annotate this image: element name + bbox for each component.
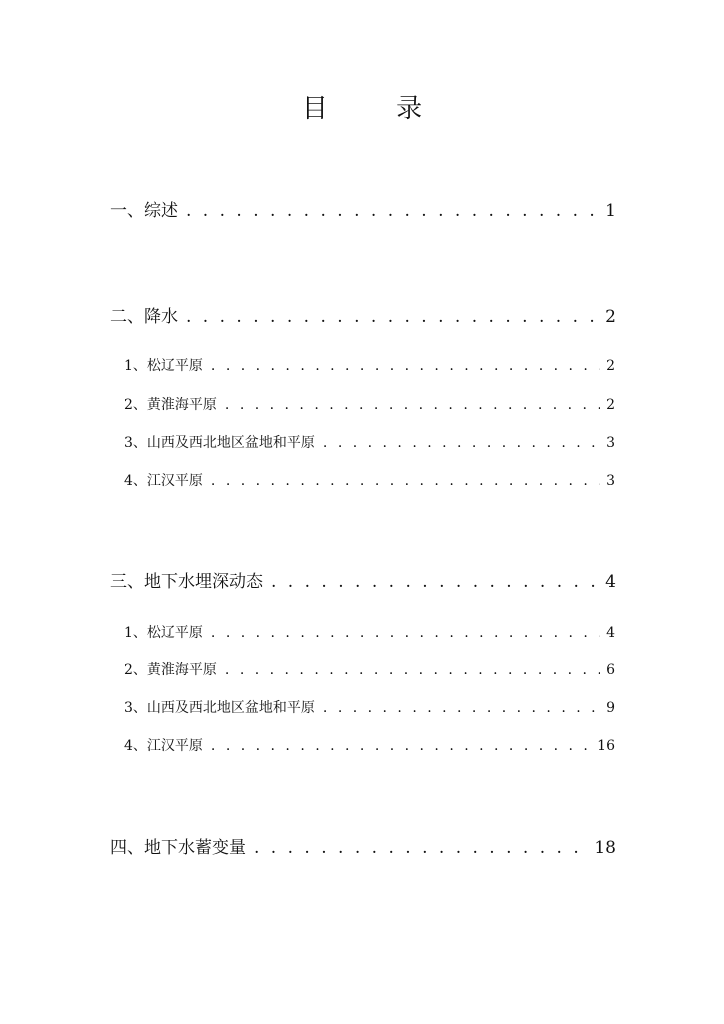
toc-subentry[interactable]	[124, 697, 615, 717]
dot-leader	[186, 201, 599, 221]
toc-entry-label: 4、江汉平原	[124, 473, 203, 489]
dot-leader	[225, 397, 600, 413]
toc-subentry[interactable]	[124, 470, 615, 490]
dot-leader	[254, 838, 588, 858]
toc-entry-page: 2	[606, 358, 615, 374]
toc-entry-groundwater-storage[interactable]	[110, 833, 616, 858]
toc-entry-page: 3	[606, 435, 615, 451]
toc-entry-page: 4	[606, 625, 615, 641]
toc-entry-page: 1	[605, 201, 616, 221]
dot-leader	[211, 738, 591, 754]
dot-leader	[323, 700, 600, 716]
toc-entry-page: 16	[597, 738, 615, 754]
toc-entry-page: 2	[605, 307, 616, 327]
toc-entry-label: 3、山西及西北地区盆地和平原	[124, 700, 315, 716]
toc-subentry[interactable]	[124, 659, 615, 679]
toc-entry-label: 2、黄淮海平原	[124, 397, 217, 413]
toc-entry-precipitation[interactable]	[110, 302, 616, 327]
toc-entry-page: 3	[606, 473, 615, 489]
toc-subentry[interactable]	[124, 394, 615, 414]
toc-entry-label: 4、江汉平原	[124, 738, 203, 754]
toc-entry-label: 二、降水	[110, 307, 178, 327]
toc-entry-overview[interactable]	[110, 196, 616, 221]
toc-entry-label: 四、地下水蓄变量	[110, 838, 246, 858]
dot-leader	[323, 435, 600, 451]
toc-entry-groundwater-depth[interactable]	[110, 567, 616, 592]
dot-leader	[211, 473, 600, 489]
dot-leader	[271, 572, 599, 592]
toc-entry-page: 4	[605, 572, 616, 592]
toc-subentry[interactable]	[124, 622, 615, 642]
toc-entry-label: 一、综述	[110, 201, 178, 221]
toc-subentry[interactable]	[124, 355, 615, 375]
toc-entry-label: 2、黄淮海平原	[124, 662, 217, 678]
page-title: 目 录	[301, 94, 453, 124]
toc-entry-label: 1、松辽平原	[124, 358, 203, 374]
toc-entry-page: 2	[606, 397, 615, 413]
dot-leader	[225, 662, 600, 678]
toc-subentry[interactable]	[124, 432, 615, 452]
toc-entry-page: 6	[606, 662, 615, 678]
dot-leader	[211, 625, 600, 641]
toc-entry-page: 9	[606, 700, 615, 716]
dot-leader	[186, 307, 599, 327]
toc-entry-page: 18	[594, 838, 616, 858]
toc-entry-label: 3、山西及西北地区盆地和平原	[124, 435, 315, 451]
toc-entry-label: 1、松辽平原	[124, 625, 203, 641]
dot-leader	[211, 358, 600, 374]
toc-entry-label: 三、地下水埋深动态	[110, 572, 263, 592]
toc-subentry[interactable]	[124, 735, 615, 755]
